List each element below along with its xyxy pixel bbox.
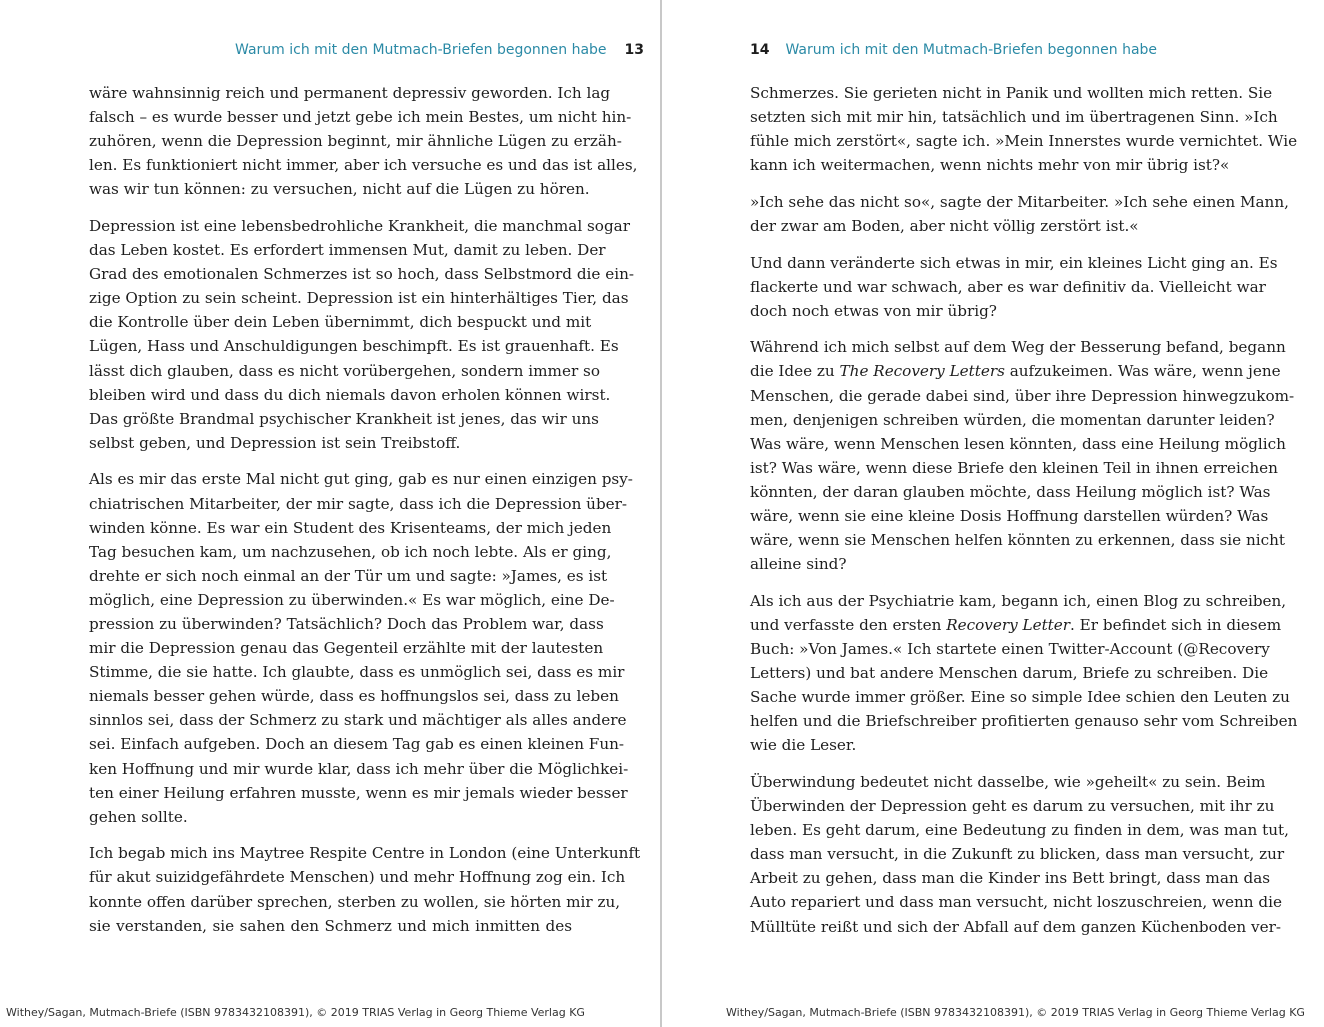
paragraph	[750, 770, 1289, 939]
page-number: 14	[750, 42, 770, 58]
text-line: Während ich mich selbst auf dem Weg der Besserung befand, begann	[750, 338, 1286, 357]
paragraph	[750, 335, 1295, 576]
text-line: men, denjenigen schreiben würden, die momentan darunter leiden?	[750, 410, 1275, 429]
text-line: setzten sich mit mir hin, tatsächlich und im übertragenen Sinn. »Ich	[750, 108, 1278, 127]
paragraph	[750, 190, 1289, 238]
text-line: flackerte und war schwach, aber es war definitiv da. Vielleicht war	[750, 277, 1266, 296]
text-line: könnten, der daran glauben möchte, dass Heilung möglich ist? Was	[750, 482, 1271, 501]
text-line: wie die Leser.	[750, 736, 857, 755]
text-line: möglich, eine Depression zu überwinden.« Es war möglich, eine De-	[89, 590, 615, 609]
text-line: winden könne. Es war ein Student des Krisenteams, der mich jeden	[89, 518, 612, 537]
text-line: Arbeit zu gehen, dass man die Kinder ins Bett bringt, dass man das	[750, 869, 1271, 888]
paragraph	[750, 589, 1298, 758]
text-line: Letters) und bat andere Menschen darum, Briefe zu schreiben. Die	[750, 664, 1269, 683]
chapter-title: Warum ich mit den Mutmach-Briefen begonnen habe	[235, 42, 607, 58]
text-line: ten einer Heilung erfahren musste, wenn es mir jemals wieder besser	[89, 783, 628, 802]
running-head	[750, 42, 1157, 58]
page-number: 13	[624, 42, 645, 58]
text-line: Auto repariert und dass man versucht, nicht loszuschreien, wenn die	[750, 893, 1282, 912]
text-line: Ich begab mich ins Maytree Respite Centre in London (eine Unterkunft	[89, 844, 641, 863]
text-line: chiatrischen Mitarbeiter, der mir sagte, dass ich die Depression über-	[89, 494, 628, 513]
text-line: Grad des emotionalen Schmerzes ist so hoch, dass Selbstmord die ein-	[89, 265, 634, 284]
text-line: was wir tun können: zu versuchen, nicht auf die Lügen zu hören.	[89, 180, 590, 199]
text-line: wäre, wenn sie eine kleine Dosis Hoffnung darstellen würden? Was	[750, 507, 1269, 525]
text-line: alleine sind?	[750, 555, 847, 574]
text-line: wäre wahnsinnig reich und permanent depressiv geworden. Ich lag	[89, 84, 611, 102]
text-line: len. Es funktioniert nicht immer, aber ich versuche es und das ist alles,	[89, 156, 638, 175]
text-line: Stimme, die sie hatte. Ich glaubte, dass es unmöglich sei, dass es mir	[89, 663, 625, 682]
text-line: ken Hoffnung und mir wurde klar, dass ich mehr über die Möglichkei-	[89, 759, 629, 778]
text-line: drehte er sich noch einmal an der Tür um und sagte: »James, es ist	[89, 566, 608, 585]
text-line: Überwinden der Depression geht es darum zu versuchen, mit ihr zu	[750, 797, 1275, 816]
copyright-footer: Withey/Sagan, Mutmach-Briefe (ISBN 9783432108391), © 2019 TRIAS Verlag in Georg Thieme Verlag KG	[726, 1006, 1305, 1019]
right-page	[662, 0, 1324, 1027]
paragraph	[89, 81, 638, 201]
text-line: falsch – es wurde besser und jetzt gebe ich mein Bestes, um nicht hin-	[89, 108, 632, 127]
paragraph	[750, 251, 1278, 323]
text-line: helfen und die Briefschreiber profitierten genauso sehr vom Schreiben	[750, 712, 1298, 731]
text-line: Sache wurde immer größer. Eine so simple Idee schien den Leuten zu	[750, 688, 1290, 707]
paragraph	[89, 841, 641, 937]
text-line: die Idee zu The Recovery Letters aufzukeimen. Was wäre, wenn jene	[750, 362, 1281, 381]
text-line: Und dann veränderte sich etwas in mir, ein kleines Licht ging an. Es	[750, 253, 1278, 272]
text-line: das Leben kostet. Es erfordert immensen Mut, damit zu leben. Der	[89, 241, 606, 260]
text-line: niemals besser gehen würde, dass es hoffnungslos sei, dass zu leben	[89, 687, 619, 706]
body-text	[750, 81, 1298, 951]
body-text	[89, 81, 641, 950]
text-line: Tag besuchen kam, um nachzusehen, ob ich noch lebte. Als er ging,	[89, 542, 612, 561]
text-line: Als ich aus der Psychiatrie kam, begann ich, einen Blog zu schreiben,	[750, 591, 1287, 610]
text-line: Was wäre, wenn Menschen lesen könnten, dass eine Heilung möglich	[750, 434, 1286, 453]
text-line: Schmerzes. Sie gerieten nicht in Panik und wollten mich retten. Sie	[750, 84, 1273, 102]
text-line: gehen sollte.	[89, 807, 188, 826]
text-line: Überwindung bedeutet nicht dasselbe, wie »geheilt« zu sein. Beim	[750, 772, 1266, 791]
text-line: dass man versucht, in die Zukunft zu blicken, dass man versucht, zur	[750, 845, 1285, 864]
text-line: doch noch etwas von mir übrig?	[750, 301, 997, 320]
text-line: sie verstanden, sie sahen den Schmerz und mich inmitten des	[89, 916, 572, 935]
text-line: Depression ist eine lebensbedrohliche Krankheit, die manchmal sogar	[89, 216, 630, 235]
text-line: selbst geben, und Depression ist sein Treibstoff.	[89, 433, 461, 452]
text-line: leben. Es geht darum, eine Bedeutung zu finden in dem, was man tut,	[750, 821, 1289, 840]
text-line: bleiben wird und dass du dich niemals davon erholen können wirst.	[89, 385, 611, 404]
text-line: die Kontrolle über dein Leben übernimmt, dich bespuckt und mit	[89, 313, 592, 332]
text-line: Das größte Brandmal psychischer Krankheit ist jenes, das wir uns	[89, 409, 599, 428]
text-line: zuhören, wenn die Depression beginnt, mir ähnliche Lügen zu erzäh-	[89, 132, 622, 151]
text-line: Als es mir das erste Mal nicht gut ging, gab es nur einen einzigen psy-	[89, 470, 633, 489]
text-line: Mülltüte reißt und sich der Abfall auf dem ganzen Küchenboden ver-	[750, 917, 1281, 936]
chapter-title: Warum ich mit den Mutmach-Briefen begonnen habe	[785, 42, 1158, 58]
text-line: sei. Einfach aufgeben. Doch an diesem Tag gab es einen kleinen Fun-	[89, 735, 625, 754]
text-line: der zwar am Boden, aber nicht völlig zerstört ist.«	[750, 216, 1139, 235]
running-head	[235, 42, 644, 58]
text-line: Menschen, die gerade dabei sind, über ihre Depression hinwegzukom-	[750, 386, 1295, 405]
paragraph	[89, 467, 633, 828]
text-line: zige Option zu sein scheint. Depression ist ein hinterhältiges Tier, das	[89, 289, 629, 308]
copyright-footer: Withey/Sagan, Mutmach-Briefe (ISBN 9783432108391), © 2019 TRIAS Verlag in Georg Thieme Verlag KG	[6, 1006, 585, 1019]
text-line: für akut suizidgefährdete Menschen) und mehr Hoffnung zog ein. Ich	[89, 868, 626, 887]
left-page	[0, 0, 660, 1027]
text-line: Buch: »Von James.« Ich startete einen Twitter-Account (@Recovery	[750, 639, 1270, 658]
text-line: »Ich sehe das nicht so«, sagte der Mitarbeiter. »Ich sehe einen Mann,	[750, 192, 1289, 211]
text-line: und verfasste den ersten Recovery Letter. Er befindet sich in diesem	[750, 615, 1282, 634]
text-line: mir die Depression genau das Gegenteil erzählte mit der lautesten	[89, 639, 604, 658]
text-line: kann ich weitermachen, wenn nichts mehr von mir übrig ist?«	[750, 156, 1230, 175]
text-line: fühle mich zerstört«, sagte ich. »Mein Innerstes wurde vernichtet. Wie	[750, 132, 1298, 151]
text-line: lässt dich glauben, dass es nicht vorübergehen, sondern immer so	[89, 361, 600, 380]
text-line: sinnlos sei, dass der Schmerz zu stark und mächtiger als alles andere	[89, 711, 627, 730]
text-line: wäre, wenn sie Menschen helfen könnten zu erkennen, dass sie nicht	[750, 531, 1285, 550]
paragraph	[89, 214, 634, 455]
text-line: konnte offen darüber sprechen, sterben zu wollen, sie hörten mir zu,	[89, 892, 621, 911]
text-line: pression zu überwinden? Tatsächlich? Doch das Problem war, dass	[89, 614, 604, 633]
text-line: ist? Was wäre, wenn diese Briefe den kleinen Teil in ihnen erreichen	[750, 458, 1278, 477]
paragraph	[750, 81, 1298, 177]
text-line: Lügen, Hass und Anschuldigungen beschimpft. Es ist grauenhaft. Es	[89, 337, 619, 356]
